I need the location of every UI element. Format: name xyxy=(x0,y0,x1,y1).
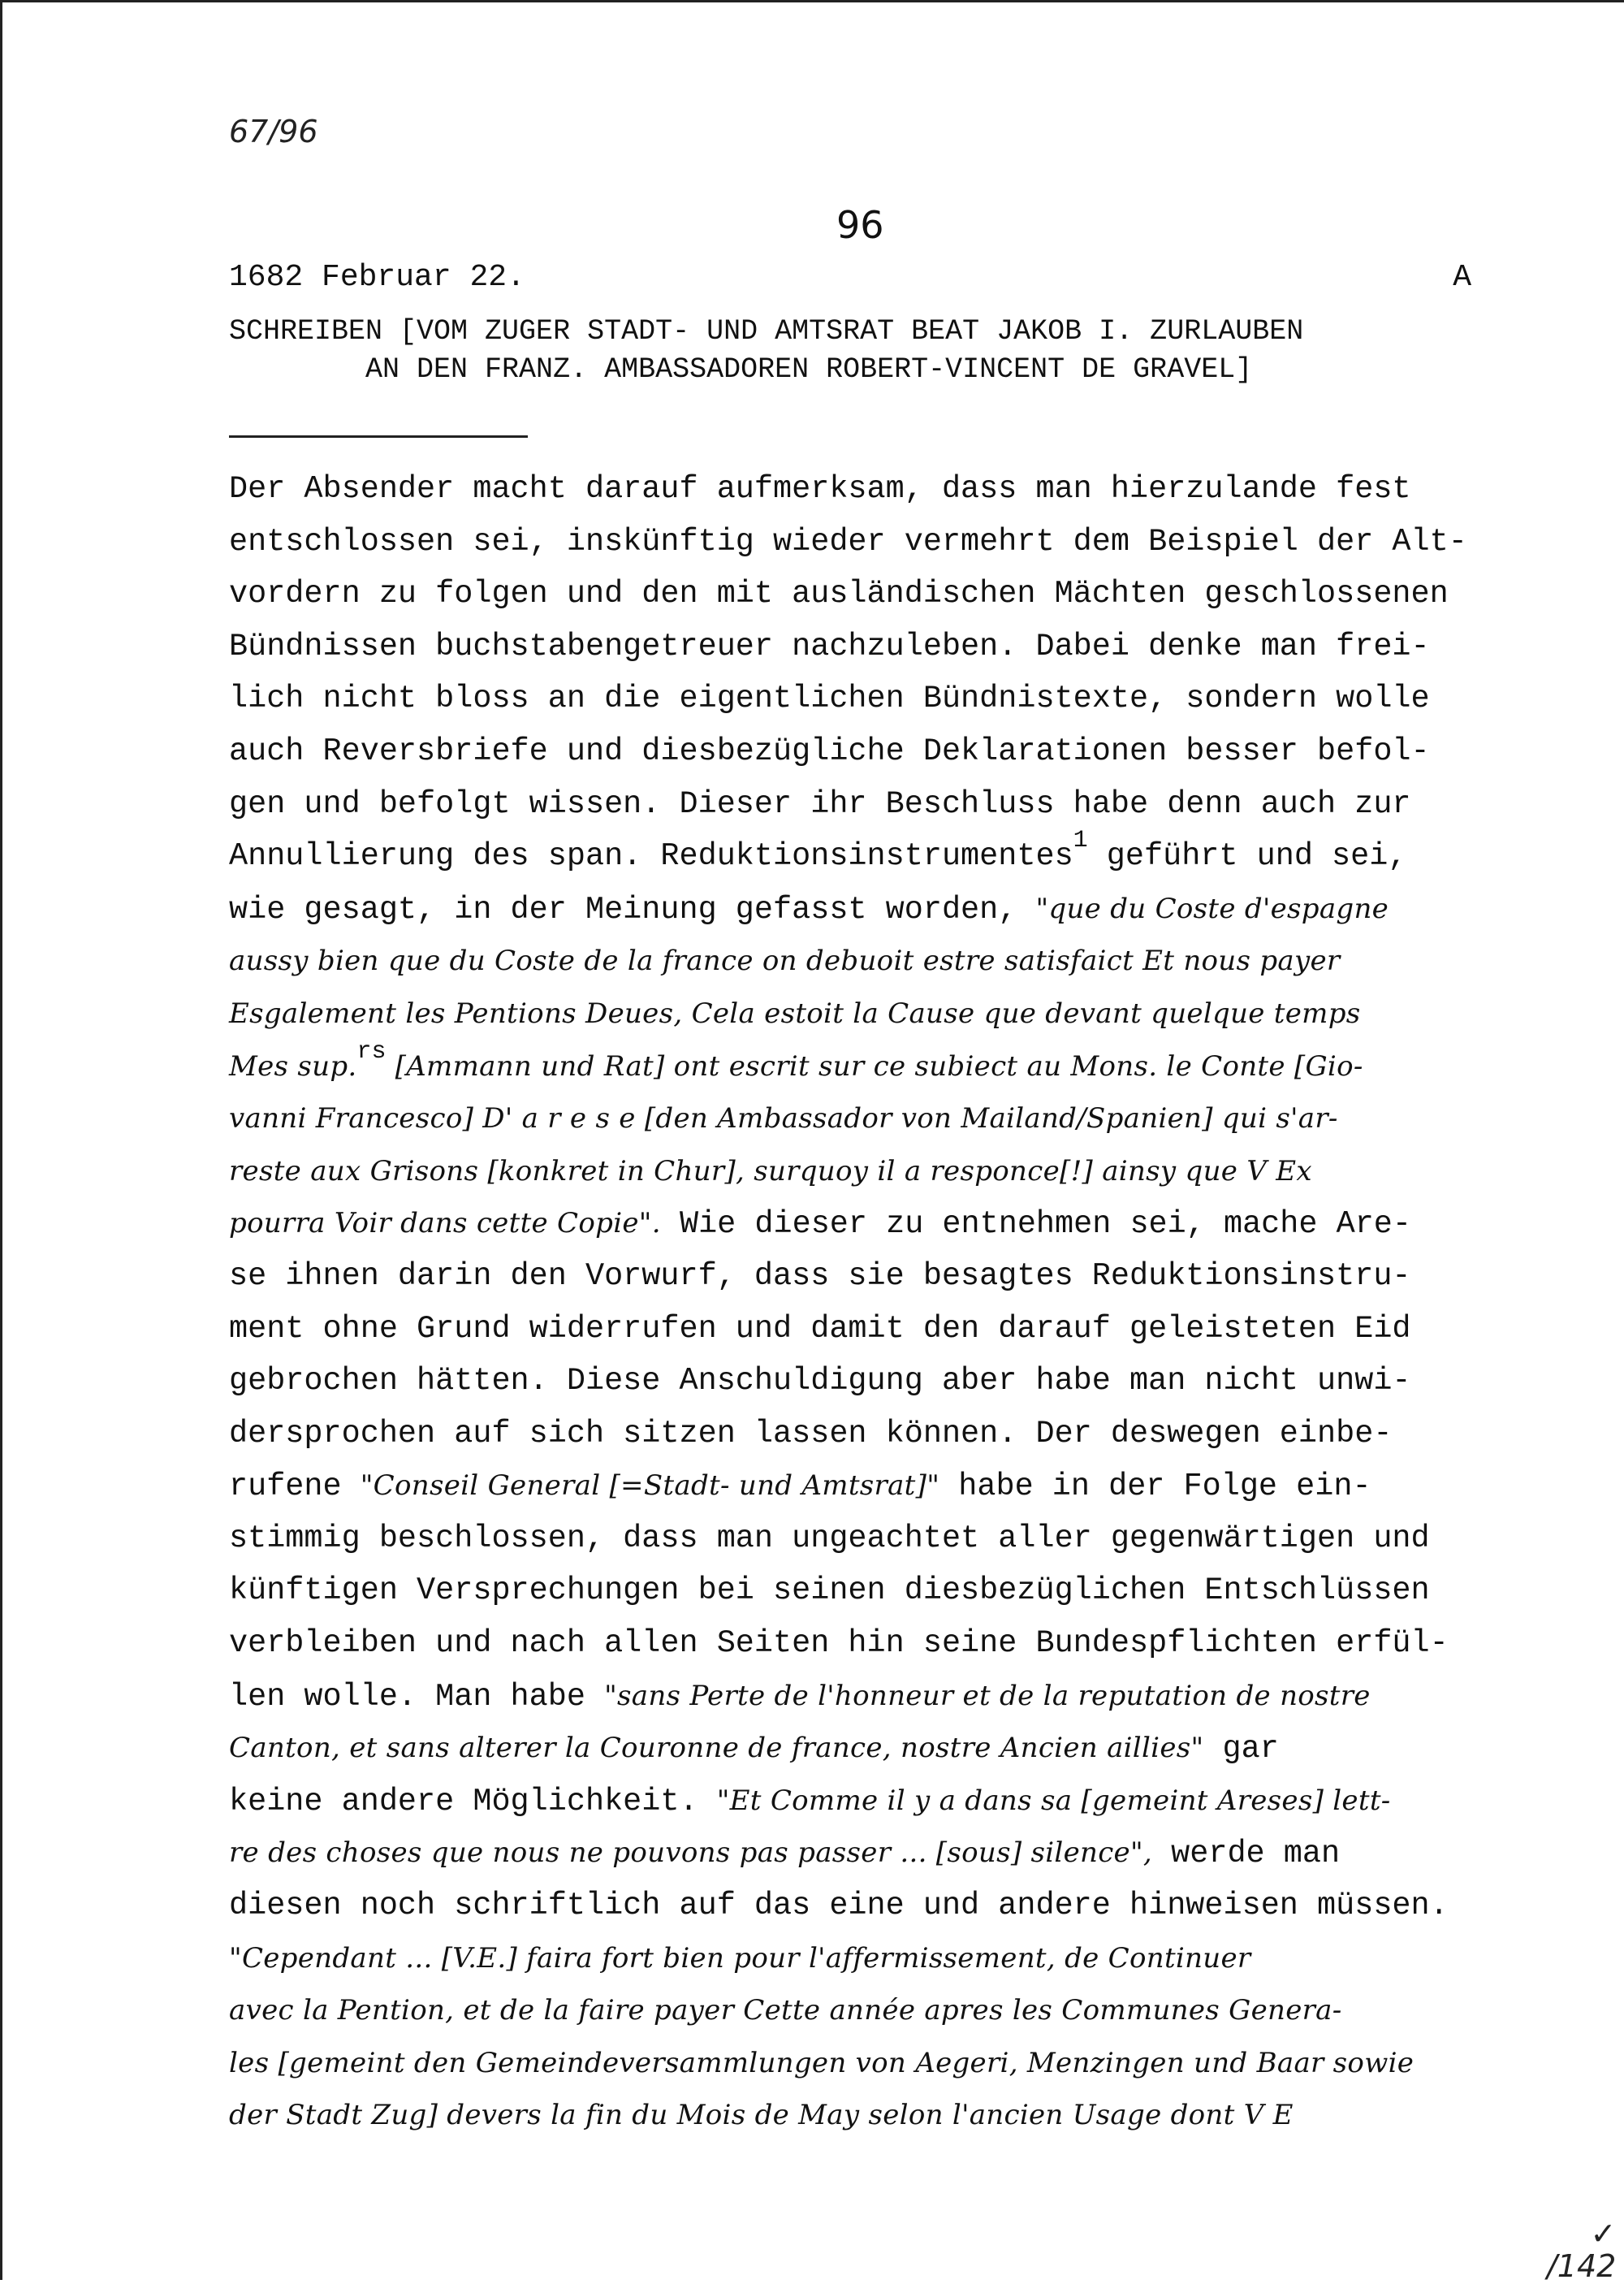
quoted-french-text: vanni Francesco] D' a r e s e [den Ambassador von Mailand/Spanien] qui s'ar- xyxy=(229,1102,1338,1136)
text-line xyxy=(229,1512,1512,1565)
text-line xyxy=(229,1564,1512,1617)
copy-mark: A xyxy=(1453,260,1471,295)
quoted-french-text: pourra Voir dans cette Copie". xyxy=(229,1207,661,1240)
text-segment: gen und befolgt wissen. Dieser ihr Beschluss habe denn auch zur xyxy=(229,785,1411,822)
text-segment: keine andere Möglichkeit. xyxy=(229,1783,717,1819)
text-segment: künftigen Versprechungen bei seinen diesbezüglichen Entschlüssen xyxy=(229,1572,1430,1609)
text-segment: stimmig beschlossen, dass man ungeachtet aller gegenwärtigen und xyxy=(229,1520,1430,1556)
quoted-french-text: aussy bien que du Coste de la france on debuoit estre satisfaict Et nous payer xyxy=(229,945,1341,978)
quoted-french-text: Canton, et sans alterer la Couronne de france, nostre Ancien aillies" xyxy=(229,1732,1204,1765)
text-line xyxy=(229,463,1512,516)
text-line xyxy=(229,516,1512,569)
text-segment: rufene xyxy=(229,1469,361,1505)
text-segment: vordern zu folgen und den mit ausländischen Mächten geschlossenen xyxy=(229,576,1449,612)
text-line xyxy=(229,1722,1512,1775)
text-line xyxy=(229,1145,1512,1198)
page-border-top xyxy=(0,0,1624,2)
text-line xyxy=(229,1460,1512,1512)
quoted-french-text: les [gemeint den Gemeindeversammlungen von Aegeri, Menzingen und Baar sowie xyxy=(229,2046,1415,2079)
text-line xyxy=(229,1037,1512,1093)
text-segment: ment ohne Grund widerrufen und damit den darauf geleisteten Eid xyxy=(229,1310,1411,1347)
quoted-french-text: der Stadt Zug] devers la fin du Mois de May selon l'ancien Usage dont V E xyxy=(229,2099,1294,2132)
text-line xyxy=(229,988,1512,1040)
text-line xyxy=(229,1984,1512,2037)
quoted-french-text: "sans Perte de l'honneur et de la reputation de nostre xyxy=(604,1679,1371,1712)
superscript: 1 xyxy=(1073,827,1088,855)
text-segment: Annullierung des span. Reduktionsinstrumentes xyxy=(229,838,1073,875)
text-segment: diesen noch schriftlich auf das eine und andere hinweisen müssen. xyxy=(229,1888,1449,1924)
text-segment: Der Absender macht darauf aufmerksam, dass man hierzulande fest xyxy=(229,471,1411,507)
document-reference: 67/96 xyxy=(229,114,318,149)
text-segment: gar xyxy=(1203,1731,1279,1767)
text-line xyxy=(229,1880,1512,1932)
document-date: 1682 Februar 22. xyxy=(229,260,525,295)
text-line xyxy=(229,1303,1512,1356)
text-line xyxy=(229,2037,1512,2090)
quoted-french-text: "Conseil General [=Stadt- und Amtsrat]" xyxy=(360,1469,940,1503)
text-line xyxy=(229,673,1512,725)
text-line xyxy=(229,1932,1512,1985)
text-segment: wie gesagt, in der Meinung gefasst worden, xyxy=(229,891,1036,928)
text-segment: dersprochen auf sich sitzen lassen können. Der deswegen einbe- xyxy=(229,1415,1393,1451)
text-segment: werde man xyxy=(1152,1836,1341,1872)
text-line xyxy=(229,1775,1512,1828)
text-segment: Bündnissen buchstabengetreuer nachzuleben. Dabei denke man frei- xyxy=(229,628,1430,664)
text-segment: se ihnen darin den Vorwurf, dass sie besagtes Reduktionsinstru- xyxy=(229,1257,1411,1294)
document-title: SCHREIBEN [VOM ZUGER STADT- UND AMTSRAT BEAT JAKOB I. ZURLAUBEN AN DEN FRANZ. AMBASSADOREN ROBERT-VINCENT DE GRAVEL] xyxy=(229,315,1304,386)
handwritten-folio-note: ✓ /142 xyxy=(1547,2216,1617,2284)
text-line xyxy=(229,935,1512,988)
text-segment: geführt und sei, xyxy=(1087,838,1407,875)
text-line xyxy=(229,1827,1512,1880)
text-line xyxy=(229,1617,1512,1670)
text-line xyxy=(229,883,1512,936)
text-segment: lich nicht bloss an die eigentlichen Bündnistexte, sondern wolle xyxy=(229,681,1430,717)
text-segment: habe in der Folge ein- xyxy=(939,1469,1371,1505)
text-segment: entschlossen sei, inskünftig wieder vermehrt dem Beispiel der Alt- xyxy=(229,523,1467,560)
text-segment: Wie dieser zu entnehmen sei, mache Are- xyxy=(660,1206,1412,1243)
quoted-french-text: reste aux Grisons [konkret in Chur], surquoy il a responce[!] ainsy que V Ex xyxy=(229,1154,1312,1187)
text-line xyxy=(229,568,1512,621)
body-text xyxy=(229,463,1512,2142)
quoted-french-text: Esgalement les Pentions Deues, Cela estoit la Cause que devant quelque temps xyxy=(229,997,1361,1030)
date-line xyxy=(229,260,1471,295)
text-line xyxy=(229,2089,1512,2142)
text-line xyxy=(229,1092,1512,1145)
text-line xyxy=(229,1408,1512,1460)
text-line xyxy=(229,778,1512,831)
title-separator-rule xyxy=(229,435,528,438)
text-line xyxy=(229,1197,1512,1250)
quoted-french-text: avec la Pention, et de la faire payer Cette année apres les Communes Genera- xyxy=(229,1994,1342,2027)
page-border-left xyxy=(0,0,2,2280)
text-line xyxy=(229,725,1512,778)
text-line xyxy=(229,1355,1512,1408)
quoted-french-text: "Et Comme il y a dans sa [gemeint Areses] lett- xyxy=(716,1784,1391,1817)
quoted-french-text: Mes sup. xyxy=(229,1049,357,1083)
quoted-french-text: [Ammann und Rat] ont escrit sur ce subiect au Mons. le Conte [Gio- xyxy=(386,1049,1363,1083)
text-line xyxy=(229,827,1512,883)
text-line xyxy=(229,621,1512,673)
document-number: 96 xyxy=(836,203,884,247)
text-segment: verbleiben und nach allen Seiten hin seine Bundespflichten erfül- xyxy=(229,1625,1449,1662)
text-line xyxy=(229,1250,1512,1303)
quoted-french-text: "Cependant ... [V.E.] faira fort bien pour l'affermissement, de Continuer xyxy=(229,1941,1251,1975)
text-line xyxy=(229,1670,1512,1723)
text-segment: len wolle. Man habe xyxy=(229,1678,605,1715)
superscript: rs xyxy=(356,1037,387,1066)
quoted-french-text: "que du Coste d'espagne xyxy=(1035,892,1389,925)
quoted-french-text: re des choses que nous ne pouvons pas passer ... [sous] silence", xyxy=(229,1836,1153,1870)
text-segment: auch Reversbriefe und diesbezügliche Deklarationen besser befol- xyxy=(229,733,1430,769)
text-segment: gebrochen hätten. Diese Anschuldigung aber habe man nicht unwi- xyxy=(229,1363,1411,1399)
